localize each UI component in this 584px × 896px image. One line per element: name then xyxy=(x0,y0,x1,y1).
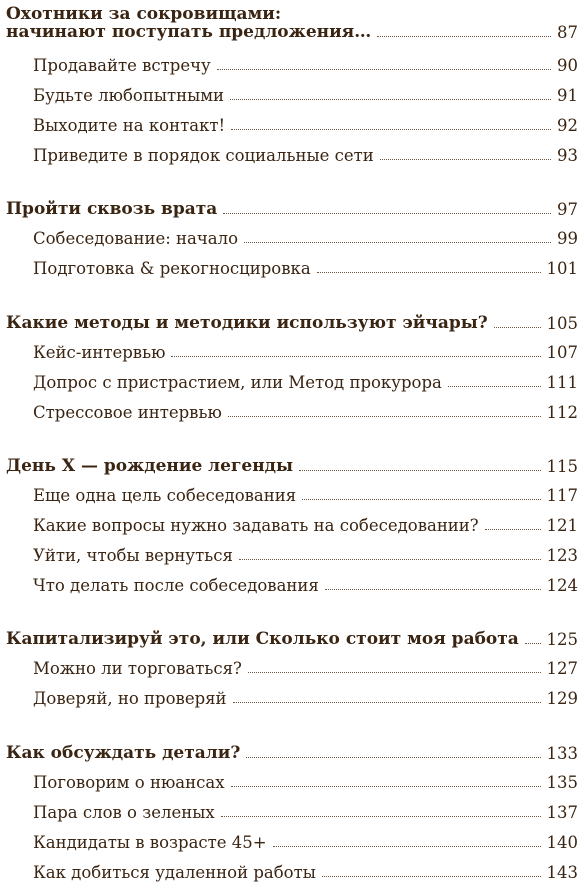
dot-leader xyxy=(228,416,541,417)
dot-leader xyxy=(325,589,541,590)
dot-leader xyxy=(171,356,540,357)
page-number: 127 xyxy=(546,659,578,678)
page-number: 105 xyxy=(546,314,578,333)
toc-section-entry[interactable] xyxy=(0,576,584,595)
dot-leader xyxy=(244,242,551,243)
section-title: Доверяй, но проверяй xyxy=(33,689,227,708)
page-number: 143 xyxy=(546,863,578,882)
toc-section-entry[interactable] xyxy=(0,486,584,505)
section-title: Выходите на контакт! xyxy=(33,116,226,135)
toc-section-entry[interactable] xyxy=(0,863,584,882)
section-title: Пара слов о зеленых xyxy=(33,803,215,822)
toc-section-entry[interactable] xyxy=(0,343,584,362)
toc-section-entry[interactable] xyxy=(0,803,584,822)
toc-section-entry[interactable] xyxy=(0,546,584,565)
section-title: Подготовка & рекогносцировка xyxy=(33,259,311,278)
section-title: Какие вопросы нужно задавать на собеседовании? xyxy=(33,516,479,535)
page-number: 117 xyxy=(546,486,578,505)
dot-leader xyxy=(302,499,540,500)
dot-leader xyxy=(246,757,540,758)
toc-chapter-entry[interactable] xyxy=(0,629,584,649)
toc-section-entry[interactable] xyxy=(0,773,584,792)
dot-leader xyxy=(273,846,541,847)
page-number: 133 xyxy=(546,744,578,763)
dot-leader xyxy=(231,129,551,130)
page-number: 107 xyxy=(546,343,578,362)
dot-leader xyxy=(494,327,541,328)
toc-chapter-entry[interactable] xyxy=(0,313,584,333)
section-title: Можно ли торговаться? xyxy=(33,659,242,678)
section-title: Поговорим о нюансах xyxy=(33,773,225,792)
toc-chapter-entry[interactable] xyxy=(0,456,584,476)
dot-leader xyxy=(377,36,551,37)
dot-leader xyxy=(221,816,541,817)
dot-leader xyxy=(231,786,541,787)
toc-section-entry[interactable] xyxy=(0,403,584,422)
section-title: Кандидаты в возрасте 45+ xyxy=(33,833,267,852)
page-number: 121 xyxy=(546,516,578,535)
page-number: 125 xyxy=(546,630,578,649)
toc-section-entry[interactable] xyxy=(0,373,584,392)
page-number: 91 xyxy=(557,86,578,105)
dot-leader xyxy=(223,213,551,214)
page-number: 137 xyxy=(546,803,578,822)
dot-leader xyxy=(448,386,541,387)
page-number: 99 xyxy=(557,229,578,248)
dot-leader xyxy=(485,529,541,530)
dot-leader xyxy=(248,672,541,673)
page-number: 115 xyxy=(546,457,578,476)
dot-leader xyxy=(380,159,551,160)
chapter-title-line: Охотники за сокровищами: xyxy=(6,4,282,24)
toc-section-entry[interactable] xyxy=(0,229,584,248)
toc-section-entry[interactable] xyxy=(0,259,584,278)
toc-chapter-entry[interactable] xyxy=(0,22,584,42)
section-title: Собеседование: начало xyxy=(33,229,239,248)
toc-section-entry[interactable] xyxy=(0,516,584,535)
chapter-title: начинают поступать предложения… xyxy=(6,22,372,42)
toc-chapter-entry[interactable] xyxy=(0,743,584,763)
section-title: Приведите в порядок социальные сети xyxy=(33,146,374,165)
toc-section-entry[interactable] xyxy=(0,56,584,75)
page-number: 87 xyxy=(557,23,578,42)
page-number: 124 xyxy=(546,576,578,595)
section-title: Еще одна цель собеседования xyxy=(33,486,297,505)
section-title: Будьте любопытными xyxy=(33,86,225,105)
section-title: Кейс-интервью xyxy=(33,343,166,362)
toc-section-entry[interactable] xyxy=(0,689,584,708)
chapter-title: День Х — рождение легенды xyxy=(6,456,294,476)
toc-section-entry[interactable] xyxy=(0,86,584,105)
page-number: 97 xyxy=(557,200,578,219)
page-number: 123 xyxy=(546,546,578,565)
page-number: 92 xyxy=(557,116,578,135)
chapter-title: Как обсуждать детали? xyxy=(6,743,241,763)
toc-section-entry[interactable] xyxy=(0,146,584,165)
toc-section-entry[interactable] xyxy=(0,116,584,135)
section-title: Уйти, чтобы вернуться xyxy=(33,546,233,565)
chapter-title: Какие методы и методики используют эйчары? xyxy=(6,313,488,333)
page-number: 101 xyxy=(546,259,578,278)
toc-section-entry[interactable] xyxy=(0,833,584,852)
dot-leader xyxy=(239,559,541,560)
dot-leader xyxy=(233,702,541,703)
chapter-title: Пройти сквозь врата xyxy=(6,199,218,219)
page-number: 135 xyxy=(546,773,578,792)
page-number: 112 xyxy=(546,403,578,422)
page-number: 111 xyxy=(546,373,578,392)
page-number: 129 xyxy=(546,689,578,708)
chapter-title: Капитализируй это, или Сколько стоит моя работа xyxy=(6,629,519,649)
section-title: Как добиться удаленной работы xyxy=(33,863,316,882)
dot-leader xyxy=(317,272,541,273)
section-title: Допрос с пристрастием, или Метод прокурора xyxy=(33,373,442,392)
section-title: Стрессовое интервью xyxy=(33,403,222,422)
dot-leader xyxy=(230,99,551,100)
page-number: 93 xyxy=(557,146,578,165)
toc-chapter-entry[interactable] xyxy=(0,199,584,219)
dot-leader xyxy=(299,470,540,471)
section-title: Продавайте встречу xyxy=(33,56,211,75)
page-number: 140 xyxy=(546,833,578,852)
dot-leader xyxy=(525,643,541,644)
dot-leader xyxy=(217,69,551,70)
page-number: 90 xyxy=(557,56,578,75)
dot-leader xyxy=(322,876,541,877)
toc-section-entry[interactable] xyxy=(0,659,584,678)
section-title: Что делать после собеседования xyxy=(33,576,319,595)
